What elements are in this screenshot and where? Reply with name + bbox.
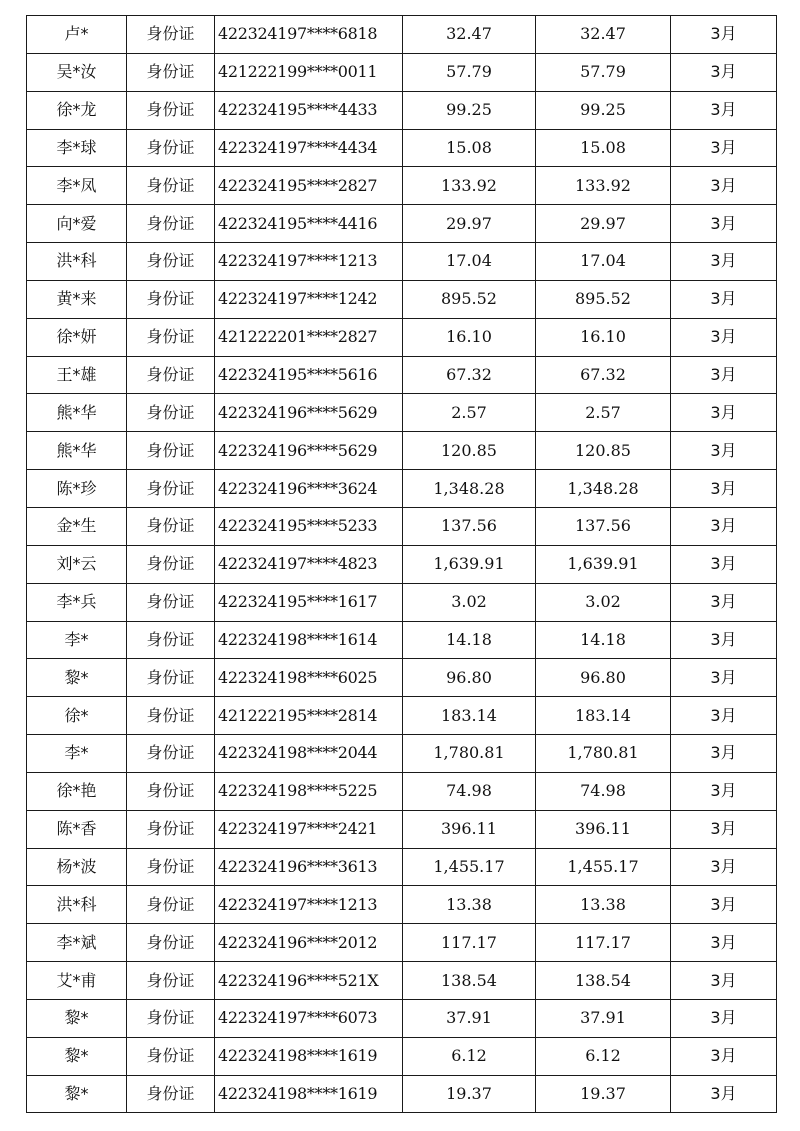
id-type-cell: 身份证 [127,394,215,432]
month-cell: 3月 [671,243,777,281]
table-row [27,16,777,54]
name-cell: 王*雄 [27,356,127,394]
amount-a-cell: 133.92 [403,167,536,205]
id-number-cell: 421222195****2814 [215,697,403,735]
month-cell: 3月 [671,129,777,167]
records-body [27,16,777,1113]
amount-b-cell: 6.12 [536,1037,671,1075]
amount-a-cell: 1,639.91 [403,545,536,583]
name-cell: 李*凤 [27,167,127,205]
id-type-cell: 身份证 [127,129,215,167]
amount-b-cell: 895.52 [536,280,671,318]
name-cell: 卢* [27,16,127,54]
table-row [27,394,777,432]
id-number-cell: 422324196****5629 [215,394,403,432]
id-number-cell: 422324195****5616 [215,356,403,394]
id-number-cell: 422324198****1619 [215,1075,403,1113]
month-cell: 3月 [671,1075,777,1113]
id-type-cell: 身份证 [127,243,215,281]
name-cell: 黎* [27,1037,127,1075]
amount-a-cell: 895.52 [403,280,536,318]
id-type-cell: 身份证 [127,205,215,243]
month-cell: 3月 [671,886,777,924]
id-type-cell: 身份证 [127,962,215,1000]
amount-b-cell: 1,639.91 [536,545,671,583]
name-cell: 徐* [27,697,127,735]
amount-a-cell: 396.11 [403,810,536,848]
name-cell: 洪*科 [27,243,127,281]
table-row [27,507,777,545]
month-cell: 3月 [671,53,777,91]
name-cell: 徐*艳 [27,772,127,810]
id-number-cell: 422324195****2827 [215,167,403,205]
id-type-cell: 身份证 [127,659,215,697]
id-type-cell: 身份证 [127,167,215,205]
amount-b-cell: 1,780.81 [536,735,671,773]
table-row [27,470,777,508]
id-number-cell: 422324195****4433 [215,91,403,129]
table-row [27,962,777,1000]
table-row [27,545,777,583]
table-row [27,924,777,962]
id-type-cell: 身份证 [127,507,215,545]
amount-b-cell: 137.56 [536,507,671,545]
id-type-cell: 身份证 [127,848,215,886]
amount-b-cell: 3.02 [536,583,671,621]
id-type-cell: 身份证 [127,16,215,54]
name-cell: 陈*珍 [27,470,127,508]
month-cell: 3月 [671,659,777,697]
amount-b-cell: 67.32 [536,356,671,394]
amount-b-cell: 96.80 [536,659,671,697]
amount-b-cell: 99.25 [536,91,671,129]
amount-b-cell: 117.17 [536,924,671,962]
records-table [26,15,777,1113]
id-number-cell: 422324197****1213 [215,243,403,281]
name-cell: 黎* [27,999,127,1037]
amount-a-cell: 183.14 [403,697,536,735]
id-type-cell: 身份证 [127,53,215,91]
amount-a-cell: 138.54 [403,962,536,1000]
amount-a-cell: 74.98 [403,772,536,810]
amount-a-cell: 6.12 [403,1037,536,1075]
month-cell: 3月 [671,924,777,962]
table-row [27,167,777,205]
id-type-cell: 身份证 [127,432,215,470]
name-cell: 金*生 [27,507,127,545]
amount-a-cell: 99.25 [403,91,536,129]
amount-a-cell: 57.79 [403,53,536,91]
name-cell: 熊*华 [27,432,127,470]
name-cell: 李*兵 [27,583,127,621]
month-cell: 3月 [671,91,777,129]
name-cell: 李* [27,621,127,659]
name-cell: 艾*甫 [27,962,127,1000]
id-number-cell: 422324197****6818 [215,16,403,54]
id-type-cell: 身份证 [127,91,215,129]
month-cell: 3月 [671,280,777,318]
id-number-cell: 422324198****6025 [215,659,403,697]
id-type-cell: 身份证 [127,999,215,1037]
amount-b-cell: 14.18 [536,621,671,659]
id-type-cell: 身份证 [127,545,215,583]
amount-b-cell: 120.85 [536,432,671,470]
id-number-cell: 422324198****1614 [215,621,403,659]
amount-a-cell: 3.02 [403,583,536,621]
amount-a-cell: 13.38 [403,886,536,924]
table-row [27,1037,777,1075]
month-cell: 3月 [671,962,777,1000]
table-row [27,205,777,243]
amount-a-cell: 120.85 [403,432,536,470]
name-cell: 黎* [27,659,127,697]
name-cell: 吴*汝 [27,53,127,91]
id-number-cell: 422324196****521X [215,962,403,1000]
month-cell: 3月 [671,621,777,659]
amount-a-cell: 1,455.17 [403,848,536,886]
table-row [27,735,777,773]
id-number-cell: 422324196****3624 [215,470,403,508]
amount-b-cell: 32.47 [536,16,671,54]
month-cell: 3月 [671,583,777,621]
name-cell: 杨*波 [27,848,127,886]
id-type-cell: 身份证 [127,621,215,659]
name-cell: 陈*香 [27,810,127,848]
amount-b-cell: 1,455.17 [536,848,671,886]
table-row [27,848,777,886]
amount-b-cell: 138.54 [536,962,671,1000]
id-number-cell: 422324195****4416 [215,205,403,243]
amount-b-cell: 133.92 [536,167,671,205]
amount-b-cell: 74.98 [536,772,671,810]
id-number-cell: 422324197****6073 [215,999,403,1037]
amount-a-cell: 19.37 [403,1075,536,1113]
id-number-cell: 422324197****4434 [215,129,403,167]
month-cell: 3月 [671,848,777,886]
id-type-cell: 身份证 [127,470,215,508]
month-cell: 3月 [671,999,777,1037]
id-type-cell: 身份证 [127,1075,215,1113]
table-row [27,810,777,848]
amount-a-cell: 67.32 [403,356,536,394]
table-row [27,432,777,470]
id-number-cell: 422324196****3613 [215,848,403,886]
amount-b-cell: 396.11 [536,810,671,848]
amount-b-cell: 15.08 [536,129,671,167]
month-cell: 3月 [671,205,777,243]
month-cell: 3月 [671,735,777,773]
id-number-cell: 422324195****5233 [215,507,403,545]
name-cell: 李* [27,735,127,773]
table-row [27,243,777,281]
amount-a-cell: 2.57 [403,394,536,432]
amount-b-cell: 2.57 [536,394,671,432]
amount-b-cell: 57.79 [536,53,671,91]
name-cell: 徐*妍 [27,318,127,356]
table-row [27,53,777,91]
month-cell: 3月 [671,356,777,394]
id-number-cell: 422324197****1213 [215,886,403,924]
name-cell: 李*斌 [27,924,127,962]
amount-b-cell: 37.91 [536,999,671,1037]
id-type-cell: 身份证 [127,318,215,356]
id-type-cell: 身份证 [127,1037,215,1075]
amount-b-cell: 17.04 [536,243,671,281]
table-row [27,318,777,356]
table-row [27,129,777,167]
id-type-cell: 身份证 [127,735,215,773]
id-number-cell: 422324197****1242 [215,280,403,318]
name-cell: 黄*来 [27,280,127,318]
id-type-cell: 身份证 [127,697,215,735]
id-type-cell: 身份证 [127,886,215,924]
id-type-cell: 身份证 [127,772,215,810]
month-cell: 3月 [671,318,777,356]
table-row [27,280,777,318]
month-cell: 3月 [671,1037,777,1075]
month-cell: 3月 [671,167,777,205]
id-number-cell: 422324198****1619 [215,1037,403,1075]
amount-b-cell: 1,348.28 [536,470,671,508]
amount-a-cell: 1,780.81 [403,735,536,773]
month-cell: 3月 [671,16,777,54]
table-row [27,356,777,394]
table-row [27,659,777,697]
id-type-cell: 身份证 [127,583,215,621]
amount-a-cell: 96.80 [403,659,536,697]
name-cell: 熊*华 [27,394,127,432]
amount-b-cell: 16.10 [536,318,671,356]
id-type-cell: 身份证 [127,356,215,394]
id-number-cell: 421222199****0011 [215,53,403,91]
table-row [27,772,777,810]
month-cell: 3月 [671,432,777,470]
id-number-cell: 422324196****5629 [215,432,403,470]
name-cell: 徐*龙 [27,91,127,129]
id-number-cell: 422324195****1617 [215,583,403,621]
amount-b-cell: 13.38 [536,886,671,924]
id-type-cell: 身份证 [127,810,215,848]
amount-a-cell: 16.10 [403,318,536,356]
name-cell: 刘*云 [27,545,127,583]
name-cell: 向*爱 [27,205,127,243]
month-cell: 3月 [671,394,777,432]
amount-a-cell: 14.18 [403,621,536,659]
id-number-cell: 422324196****2012 [215,924,403,962]
month-cell: 3月 [671,545,777,583]
id-number-cell: 421222201****2827 [215,318,403,356]
month-cell: 3月 [671,470,777,508]
amount-b-cell: 29.97 [536,205,671,243]
amount-a-cell: 37.91 [403,999,536,1037]
month-cell: 3月 [671,772,777,810]
amount-a-cell: 15.08 [403,129,536,167]
name-cell: 李*球 [27,129,127,167]
id-type-cell: 身份证 [127,280,215,318]
id-type-cell: 身份证 [127,924,215,962]
name-cell: 黎* [27,1075,127,1113]
month-cell: 3月 [671,507,777,545]
amount-a-cell: 1,348.28 [403,470,536,508]
table-row [27,697,777,735]
amount-a-cell: 137.56 [403,507,536,545]
id-number-cell: 422324198****5225 [215,772,403,810]
id-number-cell: 422324197****2421 [215,810,403,848]
id-number-cell: 422324197****4823 [215,545,403,583]
amount-a-cell: 117.17 [403,924,536,962]
month-cell: 3月 [671,810,777,848]
amount-a-cell: 29.97 [403,205,536,243]
month-cell: 3月 [671,697,777,735]
amount-b-cell: 183.14 [536,697,671,735]
table-row [27,1075,777,1113]
table-row [27,91,777,129]
table-row [27,621,777,659]
table-row [27,583,777,621]
amount-a-cell: 17.04 [403,243,536,281]
amount-a-cell: 32.47 [403,16,536,54]
name-cell: 洪*科 [27,886,127,924]
table-row [27,999,777,1037]
amount-b-cell: 19.37 [536,1075,671,1113]
table-row [27,886,777,924]
id-number-cell: 422324198****2044 [215,735,403,773]
